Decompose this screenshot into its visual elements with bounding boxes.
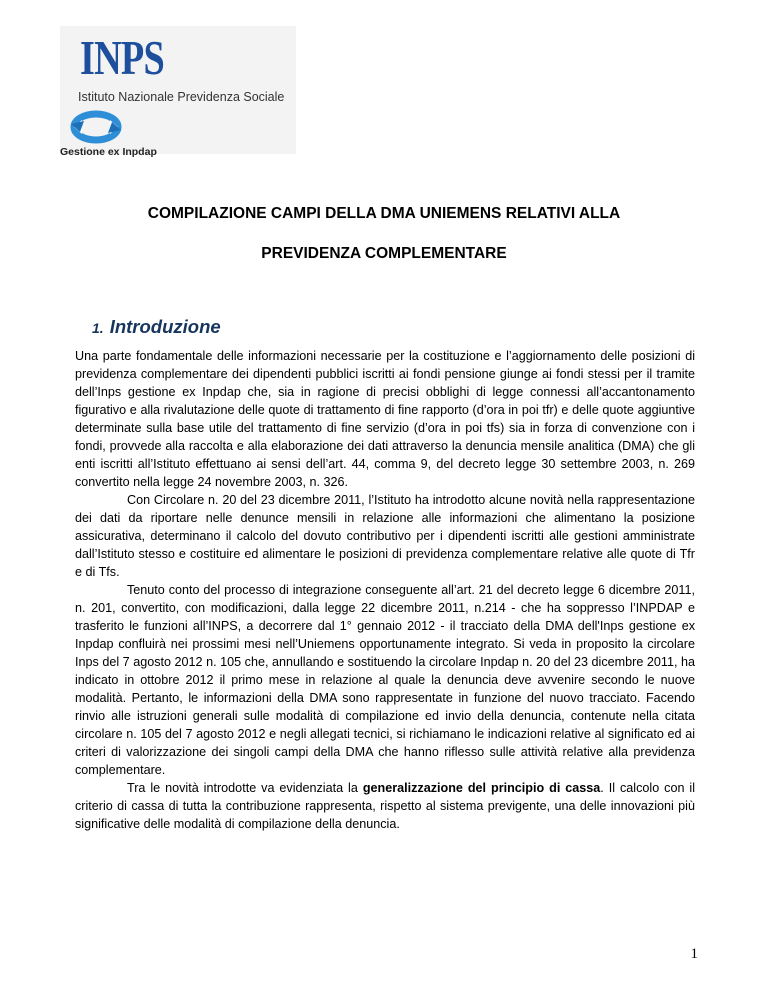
section-heading (92, 312, 221, 340)
paragraph-3: Tenuto conto del processo di integrazione conseguente all’art. 21 del decreto legge 6 dicembre 2011, n. 201, convertito, con modificazioni, dalla legge 22 dicembre 2011, n.214 - che ha soppresso l’INPDAP e trasferito le funzioni all’INPS, a decorrere dal 1° gennaio 2012 - il tracciato della DMA dell'Inps gestione ex Inpdap confluirà nei prossimi mesi nell’Uniemens opportunamente integrato. Si veda in proposito la circolare Inps del 7 agosto 2012 n. 105 che, annullando e sostituendo la circolare Inpdap n. 20 del 23 dicembre 2011, ha indicato in ottobre 2012 il primo mese in relazione al quale la denuncia deve avvenire secondo le nuove modalità. Pertanto, le informazioni della DMA sono rappresentate in funzione del nuovo tracciato. Facendo rinvio alle istruzioni generali sulle modalità di compilazione ed invio della denuncia, contenute nella citata circolare n. 105 del 7 agosto 2012 e negli allegati tecnici, si richiamano le indicazioni relative al significato ed ai criteri di valorizzazione dei singoli campi della DMA che hanno riflesso sulle attività relative alla previdenza complementare. (75, 583, 695, 777)
paragraph-2: Con Circolare n. 20 del 23 dicembre 2011, l’Istituto ha introdotto alcune novità nella rappresentazione dei dati da riportare nelle denunce mensili in relazione alle informazioni che alimentano la posizione assicurativa, determinano il calcolo del dovuto contributivo per i dipendenti iscritti alle gestioni amministrate dall’Istituto stesso e costituire ed alimentare le posizioni di previdenza complementare relative alle quote di Tfr e di Tfs. (75, 493, 695, 579)
paragraph-4 (75, 779, 695, 833)
paragraph-4-emphasis: generalizzazione del principio di cassa (362, 781, 601, 795)
paragraph-4-rest: . Il calcolo con il criterio di cassa di tutta la contribuzione rappresenta, rispetto al sistema previgente, una delle innovazioni più significative delle modalità di compilazione della denuncia. (75, 781, 695, 831)
logo-institute-name: Istituto Nazionale Previdenza Sociale (78, 90, 285, 104)
recycle-arrows-icon (68, 106, 124, 148)
document-title-line-2: PREVIDENZA COMPLEMENTARE (261, 245, 507, 262)
logo-division-name: Gestione ex Inpdap (60, 146, 157, 158)
body-text (75, 347, 695, 833)
section-heading-text: Introduzione (109, 316, 221, 337)
paragraph-1: Una parte fondamentale delle informazioni necessarie per la costituzione e l’aggiornamento delle posizioni di previdenza complementare dei dipendenti pubblici iscritti ai fondi pensione giunge ai fondi stessi per il tramite dell’Inps gestione ex Inpdap che, sia in ragione di precisi obblighi di legge connessi all’accantonamento figurativo e alla rivalutazione delle quote di trattamento di fine rapporto (d’ora in poi tfr) e delle quote aggiuntive determinate sulla base utile del trattamento di fine servizio (d’ora in poi tfs) sia in forza di convenzione con i fondi, provvede alla raccolta e alla elaborazione dei dati attraverso la denuncia mensile analitica (DMA) che gli enti iscritti all’Istituto effettuano ai sensi dell’art. 44, comma 9, del decreto legge 30 settembre 2003, n. 269 convertito nella legge 24 novembre 2003, n. 326. (75, 349, 695, 489)
document-title-line-1: COMPILAZIONE CAMPI DELLA DMA UNIEMENS RELATIVI ALLA (147, 205, 621, 222)
logo-brand-text: INPS (80, 30, 164, 85)
page-number: 1 (690, 946, 698, 962)
inps-logo (60, 26, 296, 158)
section-number: 1. (92, 320, 104, 336)
paragraph-4-intro: Tra le novità introdotte va evidenziata la (127, 781, 363, 795)
